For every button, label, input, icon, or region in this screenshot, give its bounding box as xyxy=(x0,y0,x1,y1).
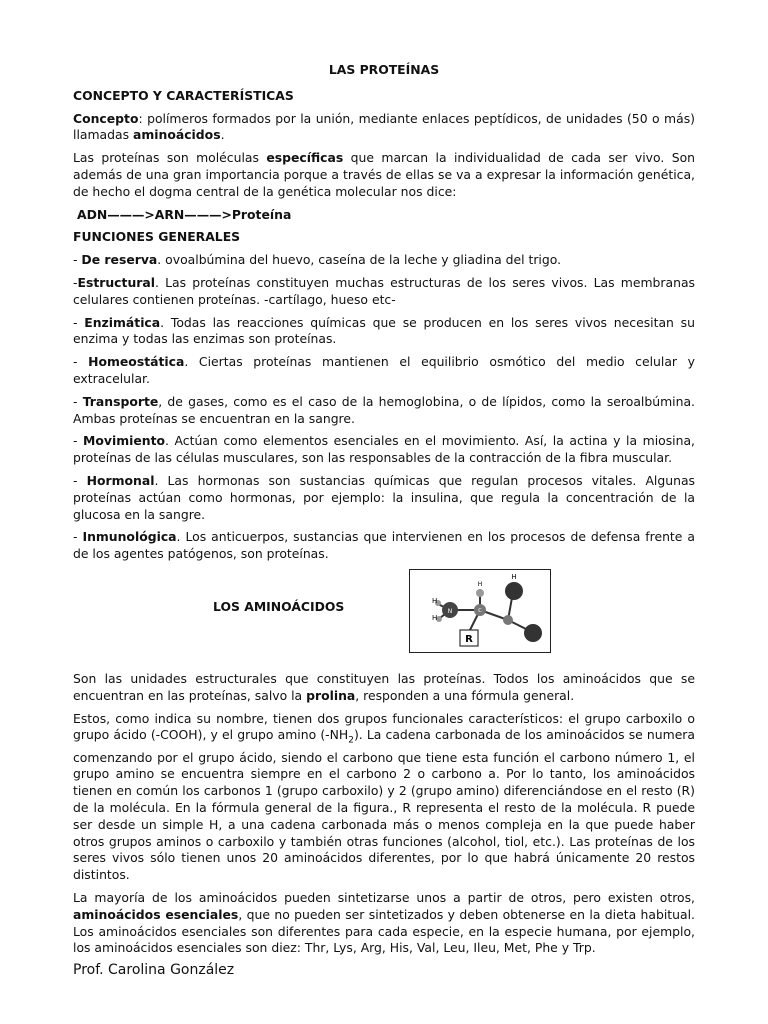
hydrogen-atom xyxy=(476,589,484,597)
function-item: - De reserva. ovoalbúmina del huevo, caseína de la leche y gliadina del trigo. xyxy=(73,252,562,268)
svg-text:R: R xyxy=(465,633,473,645)
paragraph-unidades: Son las unidades estructurales que constituyen las proteínas. Todos los aminoácidos que se encuentran en las proteínas, salvo la prolina, responden a una fórmula general. xyxy=(73,670,695,703)
oxygen-atom-top xyxy=(505,582,523,600)
aminoacidos-header-row xyxy=(73,569,695,657)
amino-acid-molecule-diagram xyxy=(410,570,550,652)
function-label: Inmunológica xyxy=(82,529,177,545)
function-label: Homeostática xyxy=(88,354,185,370)
svg-text:H: H xyxy=(432,596,438,605)
amino-acid-figure xyxy=(409,569,551,653)
document-page xyxy=(73,62,695,963)
function-item: - Inmunológica. Los anticuerpos, sustancias que intervienen en los procesos de defensa frente a de los agentes patógenos, son proteínas. xyxy=(73,529,695,562)
carboxyl-carbon-atom xyxy=(503,615,513,625)
function-label: De reserva xyxy=(81,252,158,268)
svg-text:H: H xyxy=(432,613,438,622)
function-label: Movimiento xyxy=(83,433,166,449)
svg-text:N: N xyxy=(447,607,453,615)
function-label: Hormonal xyxy=(86,472,155,488)
functions-list xyxy=(73,252,695,563)
section-heading-concepto: CONCEPTO Y CARACTERÍSTICAS xyxy=(73,87,294,103)
svg-text:H: H xyxy=(477,580,483,588)
svg-text:H: H xyxy=(511,572,517,581)
function-item: - Enzimática. Todas las reacciones químicas que se producen en los seres vivos necesitan su enzima y todas las enzimas son proteínas. xyxy=(73,314,695,347)
dogma-sequence: ADN———>ARN———>Proteína xyxy=(77,206,292,222)
function-label: Transporte xyxy=(82,393,159,409)
function-label: Enzimática xyxy=(84,314,161,330)
term-concepto: Concepto xyxy=(73,110,139,126)
function-item: - Movimiento. Actúan como elementos esenciales en el movimiento. Así, la actina y la miosina, proteínas de las células musculares, son las responsables de la contracción de la fibra muscular. xyxy=(73,433,695,466)
paragraph-grupos-funcionales: Estos, como indica su nombre, tienen dos grupos funcionales característicos: el grupo carboxilo o grupo ácido (-COOH), y el grupo amino $(-NH_2)$. La cadena carbonada de los aminoácidos se numera comenzando por el grupo ácido, siendo el carbono que tiene esta función el carbono número 1, el grupo amino se encuentra siempre en el carbono 2 o carbono a. Por lo tanto, los aminoácidos tienen en común los carbonos 1 (grupo carboxilo) y 2 (grupo amino) diferenciándose en el resto (R) de la molécula. En la fórmula general de la figura., R representa el resto de la molécula. R puede ser desde un simple H, a una cadena carbonada más o menos compleja en la que puede haber otros grupos aminos o carboxilo y también otras funciones (alcohol, tiol, etc.). Las proteínas de los seres vivos sólo tienen unos 20 aminoácidos diferentes, por lo que habrá únicamente 20 restos distintos. xyxy=(73,710,695,883)
svg-text:C: C xyxy=(478,607,482,614)
paragraph-especificas: Las proteínas son moléculas específicas que marcan la individualidad de cada ser vivo. Son además de una gran importancia porque a través de ellas se va a expresar la información genética, de hecho el dogma central de la genética molecular nos dice: xyxy=(73,150,696,199)
function-item: -Estructural. Las proteínas constituyen muchas estructuras de los seres vivos. Las membranas celulares contienen proteínas. -cartílago, hueso etc- xyxy=(73,274,695,307)
page-title: LAS PROTEÍNAS xyxy=(328,62,440,77)
section-heading-funciones: FUNCIONES GENERALES xyxy=(73,229,241,245)
oxygen-atom-bottom xyxy=(524,624,542,642)
paragraph-concepto: Concepto: polímeros formados por la unión, mediante enlaces peptídicos, de unidades (50 o más) llamadas aminoácidos. xyxy=(73,110,695,143)
function-item: - Hormonal. Las hormonas son sustancias químicas que regulan procesos vitales. Algunas proteínas actúan como hormonas, por ejemplo: la insulina, que regula la concentración de la glucosa en la sangre. xyxy=(73,472,695,522)
paragraph-esenciales: La mayoría de los aminoácidos pueden sintetizarse unos a partir de otros, pero existen otros, aminoácidos esenciales, que no pueden ser sintetizados y deben obtenerse en la dieta habitual. Los aminoácidos esenciales son diferentes para cada especie, en la especie humana, por ejemplo, los aminoácidos esenciales son diez: Thr, Lys, Arg, His, Val, Leu, Ileu, Met, Phe y Trp. xyxy=(73,889,695,956)
footer-author: Prof. Carolina González xyxy=(73,962,235,978)
function-item: - Homeostática. Ciertas proteínas mantienen el equilibrio osmótico del medio celular y extracelular. xyxy=(73,354,695,386)
function-item: - Transporte, de gases, como es el caso de la hemoglobina, o de lípidos, como la seroalbúmina. Ambas proteínas se encuentran en la sangre. xyxy=(73,393,695,426)
function-label: Estructural xyxy=(77,274,155,290)
section-heading-aminoacidos: LOS AMINOÁCIDOS xyxy=(213,598,345,614)
